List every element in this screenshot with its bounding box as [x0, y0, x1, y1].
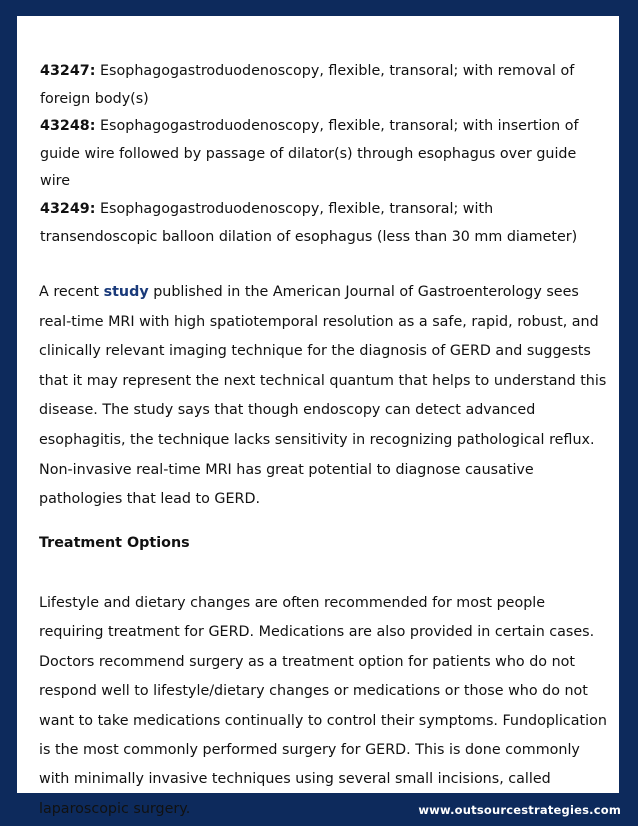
paragraph-suffix: published in the American Journal of Gastroenterology sees real-time MRI with high spatiotemporal resolution as a safe, rapid, robust, and clinically relevant imaging technique for the diagnosis of GERD and suggests that it may represent the next technical quantum that helps to understand this disease. The study says that though endoscopy can detect advanced esophagitis, the technique lacks sensitivity in recognizing pathological reflux. Non-invasive real-time MRI has great potential to diagnose causative pathologies that lead to GERD.	[39, 284, 607, 508]
cpt-code-description: Esophagogastroduodenoscopy, flexible, transoral; with transendoscopic balloon dilation of esophagus (less than 30 mm diameter)	[40, 200, 578, 245]
cpt-code-number: 43249:	[40, 200, 96, 217]
paragraph-prefix: A recent	[39, 284, 100, 300]
cpt-code-number: 43248:	[40, 118, 96, 135]
cpt-code-item	[40, 196, 600, 251]
section-heading: Treatment Options	[39, 535, 190, 551]
footer-website-link[interactable]: www.outsourcestrategies.com	[418, 803, 621, 817]
cpt-code-item	[40, 113, 600, 196]
treatment-paragraph: Lifestyle and dietary changes are often recommended for most people requiring treatment for GERD. Medications are also provided in certain cases. Doctors recommend surgery as a treatment option for patients who do not respond well to lifestyle/dietary changes or medications or those who do not want to take medications continually to control their symptoms. Fundoplication is the most commonly performed surgery for GERD. This is done commonly with minimally invasive techniques using several small incisions, called laparoscopic surgery.	[39, 595, 607, 817]
mri-study-paragraph	[39, 278, 609, 515]
cpt-code-item	[40, 58, 600, 113]
cpt-code-description: Esophagogastroduodenoscopy, flexible, transoral; with removal of foreign body(s)	[40, 63, 575, 107]
cpt-code-list	[40, 58, 600, 251]
cpt-code-number: 43247:	[40, 63, 96, 79]
cpt-code-description: Esophagogastroduodenoscopy, flexible, transoral; with insertion of guide wire followed by passage of dilator(s) through esophagus over guide wire	[40, 118, 579, 190]
study-link[interactable]: study	[103, 284, 149, 300]
